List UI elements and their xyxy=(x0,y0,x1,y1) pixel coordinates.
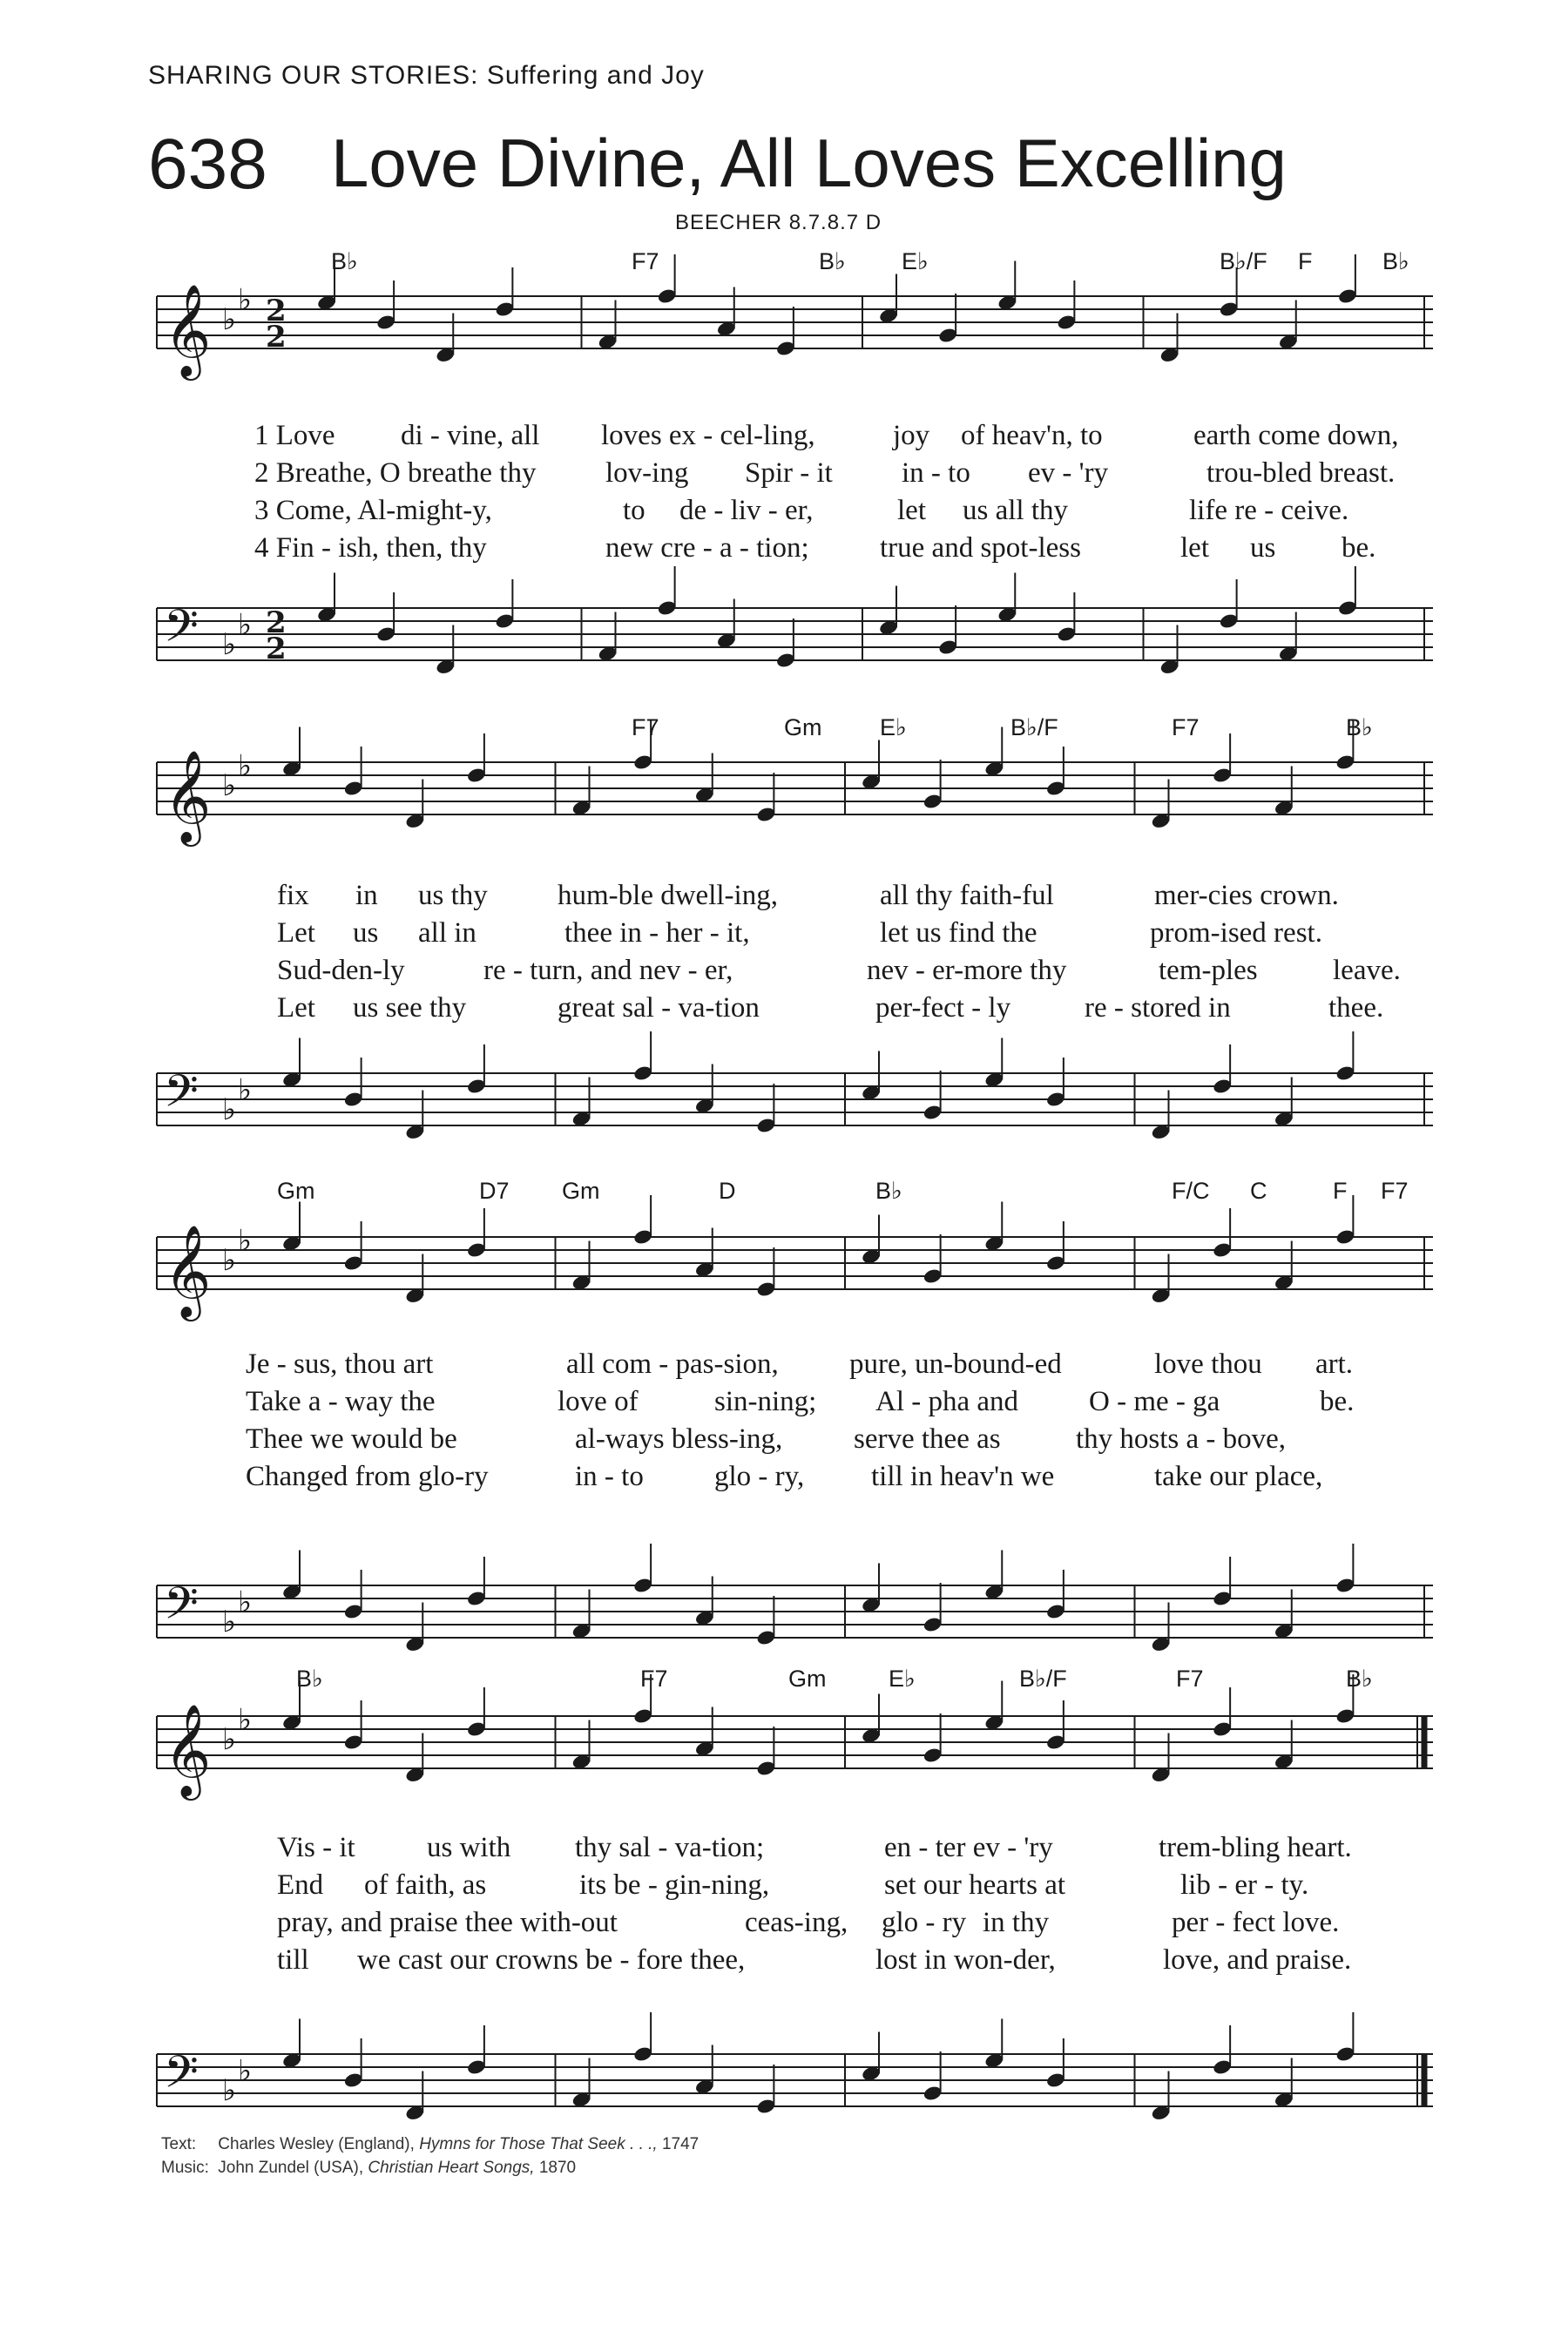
chord-symbol: B♭/F xyxy=(1019,1666,1067,1692)
lyric-syllable: pure, un-bound-ed xyxy=(849,1348,1062,1380)
lyric-syllable: in thy xyxy=(983,1907,1050,1938)
lyric-syllable: great sal - va-tion xyxy=(558,992,760,1024)
lyric-syllable: glo - ry xyxy=(882,1907,967,1938)
lyric-syllable: 3 Come, Al-might-y, xyxy=(254,495,492,526)
treble-clef-icon: 𝄞 xyxy=(164,749,212,842)
lyric-syllable: de - liv - er, xyxy=(679,495,814,526)
key-signature-flat-icon: ♭ xyxy=(222,627,237,662)
lyric-syllable: Spir - it xyxy=(745,457,833,489)
key-signature-flat-icon: ♭ xyxy=(238,607,253,643)
chord-symbol: E♭ xyxy=(880,714,907,740)
lyric-syllable: leave. xyxy=(1333,955,1401,986)
music-year: 1870 xyxy=(538,2159,577,2177)
lyric-syllable: fix xyxy=(277,880,309,911)
lyric-syllable: Let xyxy=(277,992,315,1024)
lyric-syllable: all thy faith-ful xyxy=(880,880,1054,911)
lyric-syllable: new cre - a - tion; xyxy=(605,532,809,564)
chord-symbol: E♭ xyxy=(902,248,929,274)
lyric-syllable: thee. xyxy=(1328,992,1384,1024)
lyric-syllable: thy sal - va-tion; xyxy=(575,1832,765,1863)
lyric-syllable: art. xyxy=(1315,1348,1354,1380)
time-signature: 2 xyxy=(266,605,287,640)
chord-symbol: B♭ xyxy=(1382,248,1409,274)
lyric-syllable: re - stored in xyxy=(1085,992,1231,1024)
lyric-syllable: we cast our crowns be - fore thee, xyxy=(357,1944,746,1976)
lyric-syllable: lost in won-der, xyxy=(875,1944,1056,1976)
treble-clef-icon: 𝄞 xyxy=(164,1224,212,1317)
lyric-syllable: us see thy xyxy=(353,992,467,1024)
lyric-syllable: in xyxy=(355,880,378,911)
chord-symbol: C xyxy=(1250,1178,1267,1204)
lyric-syllable: 2 Breathe, O breathe thy xyxy=(254,457,537,489)
lyric-syllable: Changed from glo-ry xyxy=(246,1461,489,1492)
lyric-syllable: thy hosts a - bove, xyxy=(1076,1423,1287,1455)
chord-symbol: F7 xyxy=(1172,714,1200,740)
lyric-syllable: lib - er - ty. xyxy=(1180,1869,1309,1901)
lyric-syllable: Sud-den-ly xyxy=(277,955,405,986)
time-signature: 2 xyxy=(266,294,287,328)
lyric-syllable: us xyxy=(353,917,379,949)
lyric-syllable: us thy xyxy=(418,880,488,911)
lyric-syllable: love thou xyxy=(1154,1348,1262,1380)
chord-symbol: D7 xyxy=(479,1178,510,1204)
lyric-syllable: of heav'n, to xyxy=(961,420,1103,451)
treble-clef-icon: 𝄞 xyxy=(164,1703,212,1796)
text-source: Hymns for Those That Seek . . ., xyxy=(419,2135,658,2153)
section-subcategory: Suffering and Joy xyxy=(486,61,705,90)
lyric-syllable: pray, and praise thee with-out xyxy=(277,1907,618,1938)
lyric-syllable: Take a - way the xyxy=(246,1386,436,1417)
key-signature-flat-icon: ♭ xyxy=(238,1072,253,1108)
lyric-syllable: O - me - ga xyxy=(1089,1386,1220,1417)
lyric-syllable: love, and praise. xyxy=(1163,1944,1352,1976)
lyric-syllable: us xyxy=(1250,532,1276,564)
lyric-syllable: true and spot-less xyxy=(880,532,1081,564)
chord-symbol: Gm xyxy=(277,1178,315,1204)
text-credit-label: Text: xyxy=(161,2135,197,2153)
lyric-syllable: love of xyxy=(558,1386,639,1417)
lyric-syllable: mer-cies crown. xyxy=(1154,880,1339,911)
lyric-syllable: 1 Love xyxy=(254,420,335,451)
treble-clef-icon: 𝄞 xyxy=(164,283,212,376)
lyric-syllable: let xyxy=(1180,532,1209,564)
music-author: John Zundel (USA), xyxy=(218,2159,364,2177)
lyric-syllable: ceas-ing, xyxy=(745,1907,848,1938)
chord-symbol: B♭/F xyxy=(1010,714,1058,740)
text-author: Charles Wesley (England), xyxy=(218,2135,415,2153)
chord-symbol: B♭ xyxy=(819,248,846,274)
lyric-syllable: trem-bling heart. xyxy=(1159,1832,1352,1863)
lyric-syllable: in - to xyxy=(575,1461,644,1492)
time-signature: 2 xyxy=(266,632,287,666)
lyric-syllable: to xyxy=(623,495,645,526)
chord-symbol: E♭ xyxy=(889,1666,916,1692)
tune-name: BEECHER 8.7.8.7 D xyxy=(675,211,882,234)
lyric-syllable: in - to xyxy=(902,457,970,489)
chord-symbol: D xyxy=(719,1178,736,1204)
chord-symbol: F7 xyxy=(1381,1178,1409,1204)
lyric-syllable: al-ways bless-ing, xyxy=(575,1423,783,1455)
lyric-syllable: re - turn, and nev - er, xyxy=(483,955,733,986)
lyric-syllable: take our place, xyxy=(1154,1461,1323,1492)
lyric-syllable: let xyxy=(897,495,926,526)
lyric-syllable: sin-ning; xyxy=(714,1386,817,1417)
chord-symbol: Gm xyxy=(788,1666,827,1692)
lyric-syllable: End xyxy=(277,1869,324,1901)
lyric-syllable: Let xyxy=(277,917,315,949)
lyric-syllable: serve thee as xyxy=(854,1423,1001,1455)
bass-clef-icon: 𝄢 xyxy=(164,1577,199,1640)
lyric-syllable: us all thy xyxy=(963,495,1068,526)
text-credit xyxy=(161,2132,699,2156)
lyric-syllable: joy xyxy=(893,420,930,451)
section-category: SHARING OUR STORIES: xyxy=(148,61,479,90)
key-signature-flat-icon: ♭ xyxy=(238,282,253,318)
chord-symbol: F7 xyxy=(632,248,659,274)
lyric-syllable: earth come down, xyxy=(1193,420,1399,451)
key-signature-flat-icon: ♭ xyxy=(222,302,237,337)
lyric-syllable: 4 Fin - ish, then, thy xyxy=(254,532,487,564)
lyric-syllable: us with xyxy=(427,1832,511,1863)
key-signature-flat-icon: ♭ xyxy=(222,2073,237,2108)
chord-symbol: B♭/F xyxy=(1220,248,1267,274)
music-credit xyxy=(161,2156,699,2180)
lyric-syllable: be. xyxy=(1342,532,1376,564)
key-signature-flat-icon: ♭ xyxy=(238,1223,253,1259)
lyric-syllable: of faith, as xyxy=(364,1869,487,1901)
chord-symbol: B♭ xyxy=(296,1666,323,1692)
chord-symbol: Gm xyxy=(784,714,822,740)
lyric-syllable: till in heav'n we xyxy=(871,1461,1055,1492)
key-signature-flat-icon: ♭ xyxy=(238,2053,253,2089)
key-signature-flat-icon: ♭ xyxy=(222,1092,237,1127)
music-source: Christian Heart Songs, xyxy=(368,2159,535,2177)
key-signature-flat-icon: ♭ xyxy=(222,1605,237,1639)
lyric-syllable: loves ex - cel-ling, xyxy=(601,420,815,451)
lyric-syllable: lov-ing xyxy=(605,457,689,489)
lyric-syllable: life re - ceive. xyxy=(1189,495,1349,526)
lyric-syllable: Vis - it xyxy=(277,1832,355,1863)
key-signature-flat-icon: ♭ xyxy=(222,1722,237,1757)
lyric-syllable: trou-bled breast. xyxy=(1206,457,1396,489)
key-signature-flat-icon: ♭ xyxy=(238,1702,253,1738)
lyric-syllable: prom-ised rest. xyxy=(1150,917,1322,949)
key-signature-flat-icon: ♭ xyxy=(238,748,253,784)
chord-symbol: F xyxy=(1333,1178,1348,1204)
lyric-syllable: glo - ry, xyxy=(714,1461,805,1492)
lyric-syllable: thee in - her - it, xyxy=(564,917,750,949)
lyric-syllable: per-fect - ly xyxy=(875,992,1011,1024)
lyric-syllable: ev - 'ry xyxy=(1028,457,1109,489)
lyric-syllable: till xyxy=(277,1944,309,1976)
credits xyxy=(161,2132,699,2180)
lyric-syllable: be. xyxy=(1320,1386,1355,1417)
chord-symbol: B♭ xyxy=(1346,1666,1373,1692)
chord-symbol: F7 xyxy=(632,714,659,740)
chord-symbol: Gm xyxy=(562,1178,600,1204)
chord-symbol: F xyxy=(1298,248,1313,274)
lyric-syllable: its be - gin-ning, xyxy=(579,1869,770,1901)
lyric-syllable: per - fect love. xyxy=(1172,1907,1340,1938)
lyric-syllable: Thee we would be xyxy=(246,1423,457,1455)
chord-symbol: F7 xyxy=(1176,1666,1204,1692)
key-signature-flat-icon: ♭ xyxy=(222,1243,237,1278)
chord-symbol: F/C xyxy=(1172,1178,1210,1204)
bass-clef-icon: 𝄢 xyxy=(164,1064,199,1128)
key-signature-flat-icon: ♭ xyxy=(238,1585,253,1620)
key-signature-flat-icon: ♭ xyxy=(222,768,237,803)
chord-symbol: B♭ xyxy=(875,1178,902,1204)
time-signature: 2 xyxy=(266,320,287,355)
text-year: 1747 xyxy=(661,2135,700,2153)
lyric-syllable: all in xyxy=(418,917,476,949)
lyric-syllable: hum-ble dwell-ing, xyxy=(558,880,778,911)
bass-clef-icon: 𝄢 xyxy=(164,2045,199,2109)
lyric-syllable: tem-ples xyxy=(1159,955,1258,986)
hymn-number: 638 xyxy=(148,125,267,204)
lyric-syllable: all com - pas-sion, xyxy=(566,1348,779,1380)
chord-symbol: B♭ xyxy=(331,248,358,274)
lyric-syllable: en - ter ev - 'ry xyxy=(884,1832,1053,1863)
lyric-syllable: set our hearts at xyxy=(884,1869,1066,1901)
chord-symbol: B♭ xyxy=(1346,714,1373,740)
bass-clef-icon: 𝄢 xyxy=(164,599,199,663)
lyric-syllable: let us find the xyxy=(880,917,1037,949)
chord-symbol: F7 xyxy=(640,1666,668,1692)
lyric-syllable: Al - pha and xyxy=(875,1386,1019,1417)
lyric-syllable: nev - er-more thy xyxy=(867,955,1067,986)
lyric-syllable: Je - sus, thou art xyxy=(246,1348,434,1380)
music-credit-label: Music: xyxy=(161,2159,209,2177)
lyric-syllable: di - vine, all xyxy=(401,420,540,451)
hymn-title: Love Divine, All Loves Excelling xyxy=(331,125,1287,201)
